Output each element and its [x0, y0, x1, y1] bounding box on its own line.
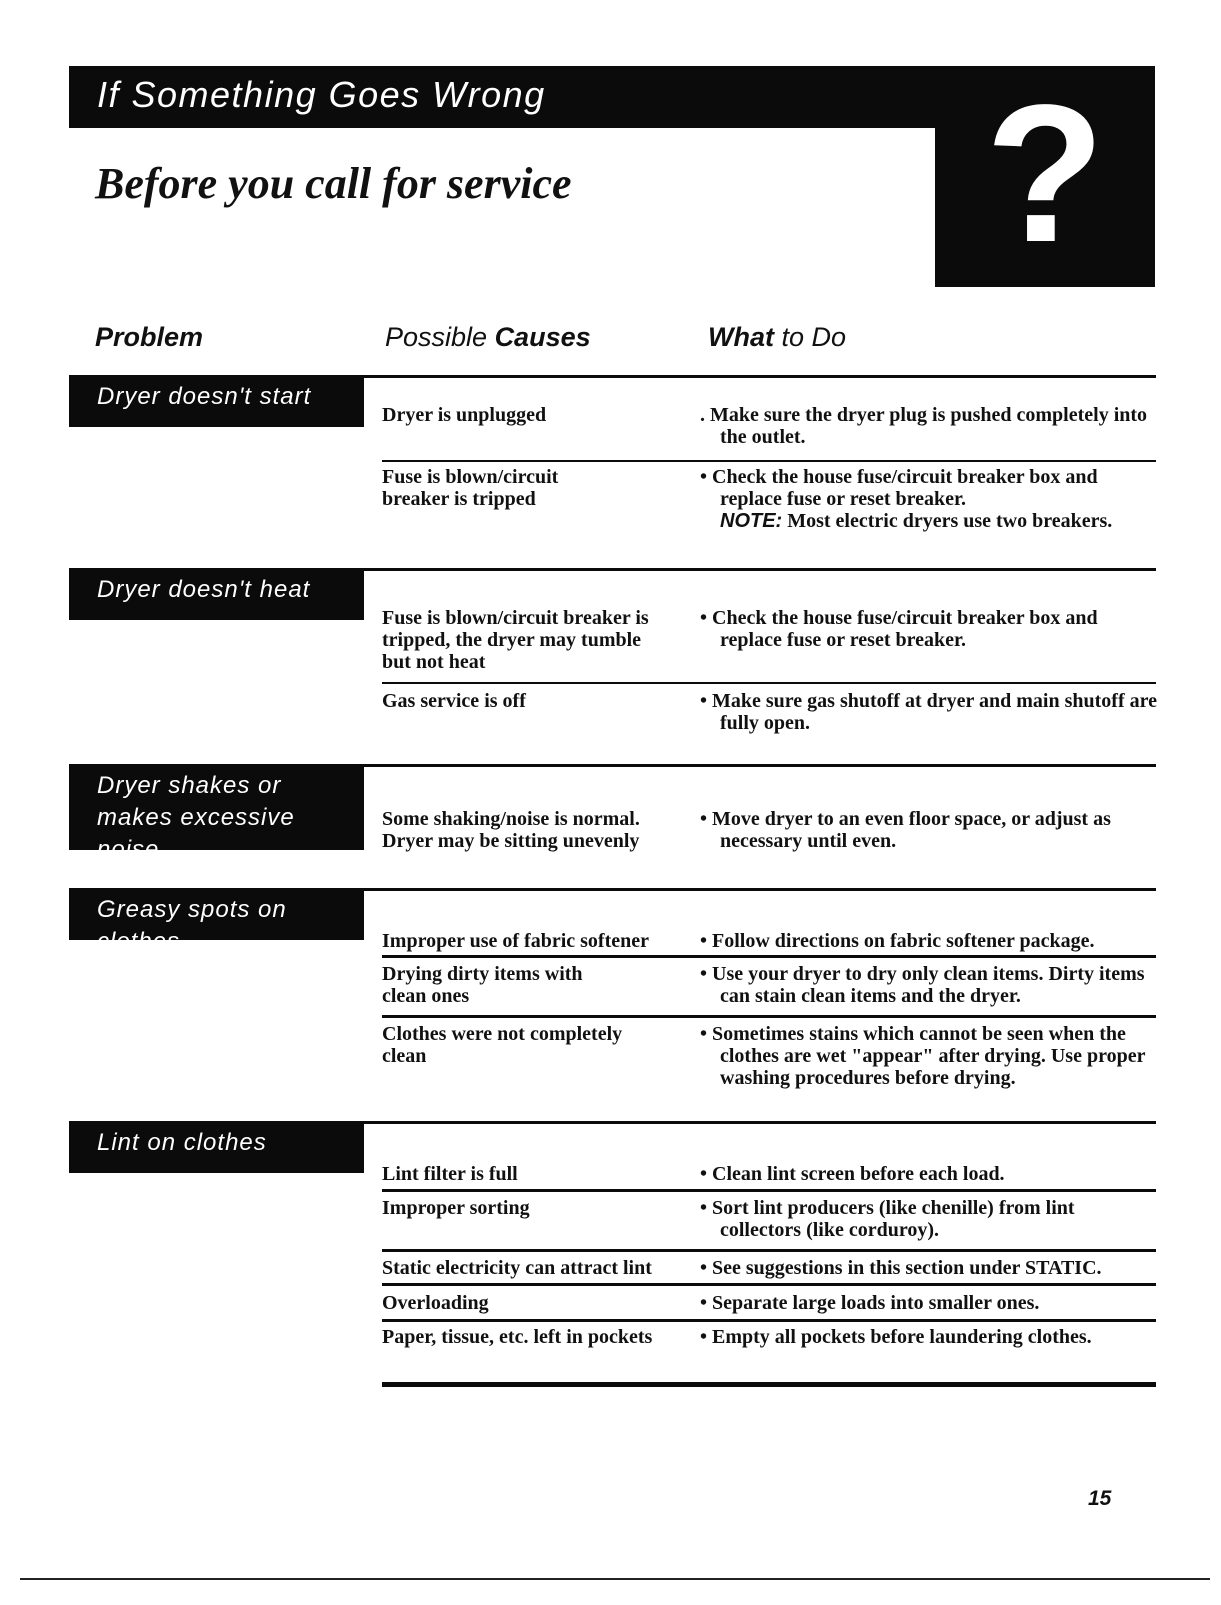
cause-text: Fuse is blown/circuit breaker is tripped [382, 466, 559, 510]
todo-text [700, 690, 1160, 734]
todo-text-line: • Check the house fuse/circuit breaker box and replace fuse or reset breaker. [700, 466, 1098, 510]
todo-text [700, 404, 1160, 448]
todo-note [700, 510, 1160, 532]
problem-label-line: Dryer shakes or [97, 772, 282, 799]
footer-rule [20, 1578, 1210, 1580]
column-header-problem: Problem [95, 322, 204, 352]
todo-text [700, 1023, 1160, 1089]
todo-text [700, 1163, 1160, 1185]
todo-text-line: • See suggestions in this section under STATIC. [700, 1257, 1102, 1279]
column-header-todo-bold: What [708, 322, 774, 352]
todo-text-line: • Check the house fuse/circuit breaker box and replace fuse or reset breaker. [700, 607, 1098, 651]
row-divider [382, 682, 1156, 684]
section-rule-tab [356, 764, 364, 850]
cause-text: Lint filter is full [382, 1163, 518, 1185]
cause-text: Static electricity can attract lint [382, 1257, 652, 1279]
row-divider [382, 955, 1156, 958]
row-divider [382, 1015, 1156, 1018]
todo-text [700, 466, 1160, 532]
todo-text-line: • Sometimes stains which cannot be seen when the clothes are wet "appear" after drying. Use proper washing procedures before drying. [700, 1023, 1146, 1089]
section-rule-tab [356, 568, 364, 620]
note-label: NOTE: [720, 510, 783, 532]
todo-text [700, 607, 1160, 651]
row-divider [382, 1249, 1156, 1252]
todo-text-line: • Use your dryer to dry only clean items. Dirty items can stain clean items and the dryer. [700, 963, 1145, 1007]
question-box [935, 66, 1155, 287]
problem-label: Lint on clothes [69, 1121, 356, 1173]
section-rule-tab [356, 888, 364, 940]
problem-label: Greasy spots on clothes [69, 888, 356, 940]
todo-text [700, 963, 1160, 1007]
cause-text: Some shaking/noise is normal. Dryer may be sitting unevenly [382, 808, 640, 852]
todo-text [700, 930, 1160, 952]
question-mark-icon: ? [985, 64, 1105, 283]
cause-text: Improper use of fabric softener [382, 930, 649, 952]
cause-text: Overloading [382, 1292, 489, 1314]
column-header-causes [385, 322, 591, 353]
todo-text-line: • Follow directions on fabric softener package. [700, 930, 1095, 952]
todo-text-line: • Separate large loads into smaller ones. [700, 1292, 1040, 1314]
todo-text-line: . Make sure the dryer plug is pushed completely into the outlet. [700, 404, 1148, 448]
problem-label-line: makes excessive noise [97, 804, 295, 863]
cause-text: Improper sorting [382, 1197, 530, 1219]
section-rule [356, 888, 1156, 891]
section-rule [356, 375, 1156, 378]
problem-label: Dryer doesn't start [69, 375, 356, 427]
todo-text [700, 1197, 1160, 1241]
todo-text [700, 1292, 1160, 1314]
todo-text-line: • Move dryer to an even floor space, or adjust as necessary until even. [700, 808, 1111, 852]
cause-text: Clothes were not completely clean [382, 1023, 623, 1067]
cause-text: Dryer is unplugged [382, 404, 547, 426]
todo-text-line: • Empty all pockets before laundering clothes. [700, 1326, 1092, 1348]
todo-text-line: • Clean lint screen before each load. [700, 1163, 1005, 1185]
section-title: If Something Goes Wrong [97, 74, 546, 115]
page-subtitle: Before you call for service [95, 159, 572, 208]
table-end-rule [382, 1382, 1156, 1387]
todo-text [700, 808, 1160, 852]
row-divider [382, 1319, 1156, 1322]
section-rule [356, 568, 1156, 571]
section-rule-tab [356, 375, 364, 427]
cause-text: Gas service is off [382, 690, 526, 712]
column-header-todo [708, 322, 846, 353]
section-rule-tab [356, 1121, 364, 1173]
page-number: 15 [1088, 1487, 1112, 1510]
row-divider [382, 460, 1156, 462]
column-header-todo-plain: to Do [773, 322, 847, 352]
cause-text: Drying dirty items with clean ones [382, 963, 583, 1007]
todo-text [700, 1326, 1160, 1348]
problem-label: Dryer doesn't heat [69, 568, 356, 620]
column-header-causes-bold: Causes [494, 322, 591, 352]
section-rule [356, 1121, 1156, 1124]
note-text: Most electric dryers use two breakers. [782, 510, 1113, 532]
column-header-causes-plain: Possible [385, 322, 495, 352]
todo-text-line: • Sort lint producers (like chenille) from lint collectors (like corduroy). [700, 1197, 1075, 1241]
todo-text [700, 1257, 1160, 1279]
section-rule [356, 764, 1156, 767]
cause-text: Fuse is blown/circuit breaker is tripped, the dryer may tumble but not heat [382, 607, 649, 673]
row-divider [382, 1189, 1156, 1192]
problem-label [69, 764, 356, 863]
cause-text: Paper, tissue, etc. left in pockets [382, 1326, 653, 1348]
todo-text-line: • Make sure gas shutoff at dryer and main shutoff are fully open. [700, 690, 1158, 734]
row-divider [382, 1283, 1156, 1286]
